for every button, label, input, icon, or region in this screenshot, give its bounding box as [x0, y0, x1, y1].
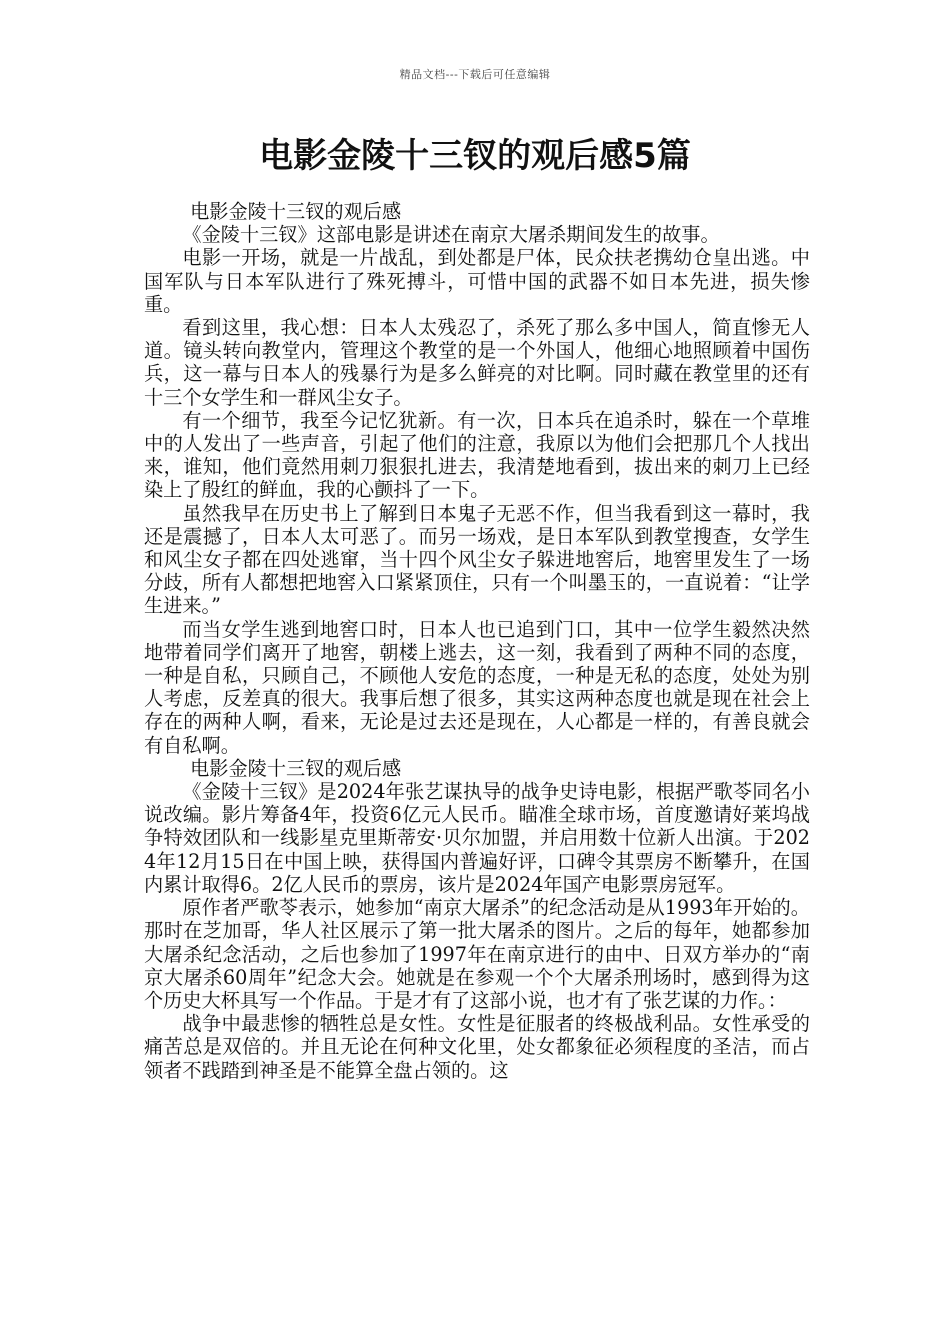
paragraph: 看到这里，我心想：日本人太残忍了，杀死了那么多中国人，简直惨无人道。镜头转向教堂内，管理这个教堂的是一个外国人，他细心地照顾着中国伤兵，这一幕与日本人的残暴行为是多么鲜亮的对比啊。同时藏在教堂里的还有十三个女学生和一群风尘女子。	[144, 316, 810, 409]
paragraph: 原作者严歌苓表示，她参加“南京大屠杀”的纪念活动是从1993年开始的。那时在芝加哥，华人社区展示了第一批大屠杀的图片。之后的每年，她都参加大屠杀纪念活动，之后也参加了1997年在南京进行的由中、日双方举办的“南京大屠杀60周年”纪念大会。她就是在参观一个个大屠杀刑场时，感到得为这个历史大杯具写一个作品。于是才有了这部小说，也才有了张艺谋的力作。：	[144, 896, 810, 1012]
paragraph: 《金陵十三钗》是2024年张艺谋执导的战争史诗电影，根据严歌苓同名小说改编。影片筹备4年，投资6亿元人民币。瞄准全球市场，首度邀请好莱坞战争特效团队和一线影星克里斯蒂安·贝尔加盟，并启用数十位新人出演。于2024年12月15日在中国上映，获得国内普遍好评，口碑令其票房不断攀升，在国内累计取得6。2亿人民币的票房，该片是2024年国产电影票房冠军。	[144, 780, 810, 896]
section-heading: 电影金陵十三钗的观后感	[190, 756, 402, 780]
paragraph: 虽然我早在历史书上了解到日本鬼子无恶不作，但当我看到这一幕时，我还是震撼了，日本人太可恶了。而另一场戏，是日本军队到教堂搜查，女学生和风尘女子都在四处逃窜，当十四个风尘女子躲进地窖后，地窖里发生了一场分歧，所有人都想把地窖入口紧紧顶住，只有一个叫墨玉的，一直说着：“让学生进来。”	[144, 501, 810, 618]
section-heading: 电影金陵十三钗的观后感	[190, 200, 402, 223]
header-note: 精品文档---下载后可任意编辑	[399, 68, 551, 81]
document-title: 电影金陵十三钗的观后感5篇	[259, 136, 691, 176]
paragraph: 电影一开场，就是一片战乱，到处都是尸体，民众扶老携幼仓皇出逃。中国军队与日本军队进行了殊死搏斗，可惜中国的武器不如日本先进，损失惨重。	[144, 246, 810, 316]
paragraph: 《金陵十三钗》这部电影是讲述在南京大屠杀期间发生的故事。	[182, 223, 720, 247]
document-body	[144, 200, 810, 1082]
paragraph: 而当女学生逃到地窖口时，日本人也已追到门口，其中一位学生毅然决然地带着同学们离开了地窖，朝楼上逃去，这一刻，我看到了两种不同的态度，一种是自私，只顾自己，不顾他人安危的态度，一种是无私的态度，处处为别人考虑，反差真的很大。我事后想了很多，其实这两种态度也就是现在社会上存在的两种人啊，看来，无论是过去还是现在，人心都是一样的，有善良就会有自私啊。	[144, 617, 810, 757]
paragraph: 战争中最悲惨的牺牲总是女性。女性是征服者的终极战利品。女性承受的痛苦总是双倍的。并且无论在何种文化里，处女都象征必须程度的圣洁，而占领者不践踏到神圣是不能算全盘占领的。这	[144, 1012, 810, 1082]
paragraph: 有一个细节，我至今记忆犹新。有一次，日本兵在追杀时，躲在一个草堆中的人发出了一些声音，引起了他们的注意，我原以为他们会把那几个人找出来，谁知，他们竟然用刺刀狠狠扎进去，我清楚地看到，拔出来的刺刀上已经染上了殷红的鲜血，我的心颤抖了一下。	[144, 408, 810, 502]
